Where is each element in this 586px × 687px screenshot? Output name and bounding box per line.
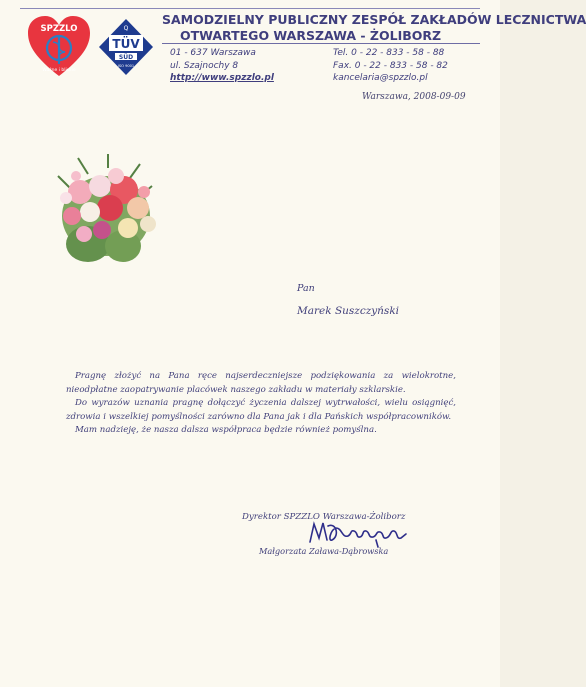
svg-text:TÜV: TÜV <box>112 37 140 51</box>
flower-bouquet-image <box>48 146 168 272</box>
svg-text:ISO 9001: ISO 9001 <box>117 64 135 68</box>
institution-title <box>162 12 586 44</box>
svg-text:Ważne i bliskie: Ważne i bliskie <box>42 68 76 73</box>
letter-body <box>66 370 456 438</box>
contact-block <box>333 47 448 85</box>
email-line: kancelaria@spzzlo.pl <box>333 73 428 83</box>
body-paragraph: Pragnę złożyć na Pana ręce najserdeczniejsze podziękowania za wielokrotne, nieodpłatne zaopatrywanie placówek naszego zakładu w materiały szklarskie. <box>66 371 456 395</box>
svg-text:SÜD: SÜD <box>118 54 134 61</box>
street-line: ul. Szajnochy 8 <box>170 60 239 71</box>
handwritten-signature <box>306 518 412 548</box>
svg-text:SPZZLO: SPZZLO <box>40 24 78 34</box>
postal-line: 01 - 637 Warszawa <box>170 48 256 58</box>
signatory-name: Małgorzata Zaława-Dąbrowska <box>259 546 389 556</box>
recipient-salutation: Pan <box>297 283 315 294</box>
body-paragraph: Mam nadzieję, że nasza dalsza współpraca będzie również pomyślna. <box>75 425 377 436</box>
letter-date: Warszawa, 2008-09-09 <box>362 92 466 102</box>
svg-text:Q: Q <box>123 25 129 32</box>
address-block <box>170 47 274 85</box>
website-link[interactable]: http://www.spzzlo.pl <box>170 73 274 83</box>
fax-line: Fax. 0 - 22 - 833 - 58 - 82 <box>333 60 448 71</box>
top-rule <box>20 8 480 9</box>
signatory-title: Dyrektor SPZZLO Warszawa-Żoliborz <box>242 512 406 522</box>
recipient-name: Marek Suszczyński <box>297 305 400 317</box>
institution-title-line2: OTWARTEGO WARSZAWA - ŻOLIBORZ <box>180 28 442 43</box>
tuv-certification-logo <box>98 18 154 76</box>
phone-line: Tel. 0 - 22 - 833 - 58 - 88 <box>333 48 445 58</box>
institution-title-line1: SAMODZIELNY PUBLICZNY ZESPÓŁ ZAKŁADÓW LECZNICTWA <box>162 12 586 27</box>
spzzlo-heart-logo <box>26 14 92 80</box>
body-paragraph: Do wyrazów uznania pragnę dołączyć życzenia dalszej wytrwałości, wielu osiągnięć, zdrowia i wszelkiej pomyślności zarówno dla Pana jak i dla Pańskich współpracowników. <box>66 398 456 422</box>
header-rule <box>162 43 480 44</box>
